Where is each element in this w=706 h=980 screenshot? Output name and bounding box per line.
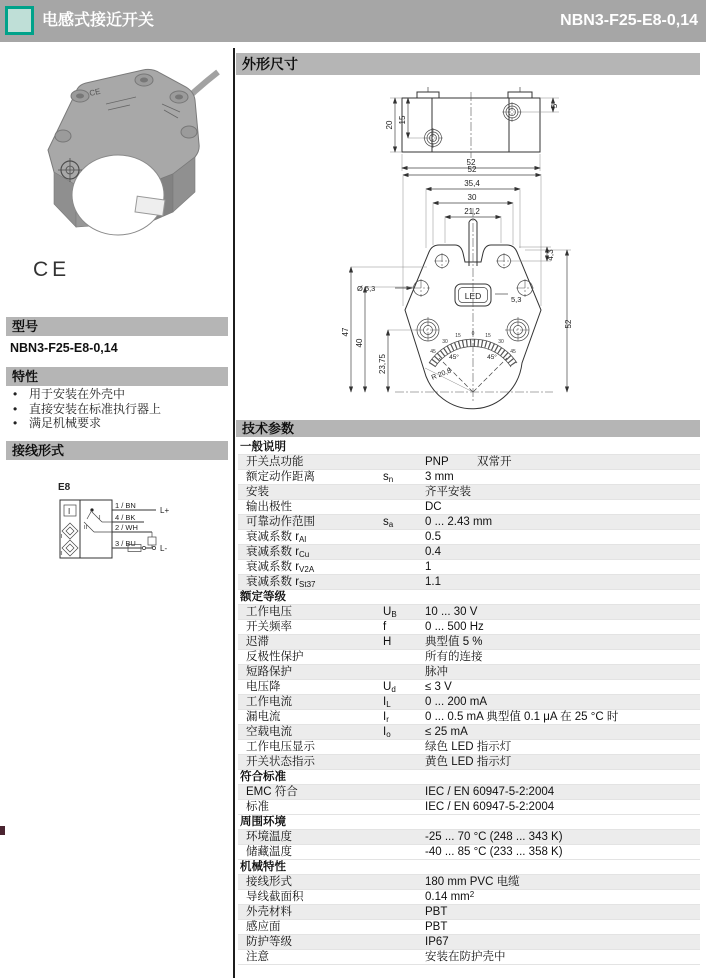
spec-value: 0 ... 500 Hz bbox=[425, 621, 484, 633]
terminal-l-plus: L+ bbox=[160, 506, 170, 515]
spec-value: PBT bbox=[425, 921, 448, 933]
spec-label: 额定动作距离 bbox=[246, 471, 315, 483]
section-heading-connection: 接线形式 bbox=[6, 441, 228, 460]
section-heading-dimensions: 外形尺寸 bbox=[236, 53, 700, 75]
wire-4-bk: 4 / BK bbox=[115, 513, 136, 522]
spec-label: 储藏温度 bbox=[246, 846, 292, 858]
spec-value: PBT bbox=[425, 906, 448, 918]
dimension-drawing bbox=[245, 80, 700, 415]
front-view-dimensions-top bbox=[403, 165, 541, 306]
svg-text:15: 15 bbox=[485, 333, 491, 339]
spec-value: PNP bbox=[425, 456, 449, 468]
spec-label: 环境温度 bbox=[246, 831, 292, 843]
front-view-dimensions-side bbox=[341, 247, 573, 392]
spec-value-secondary: 双常开 bbox=[477, 456, 512, 468]
spec-label: 工作电压 bbox=[246, 606, 292, 618]
spec-row bbox=[238, 905, 700, 920]
spec-label: 衰减系数 $r_{V2A}$ bbox=[246, 561, 315, 574]
spec-row bbox=[238, 515, 700, 530]
dim-dia-5-3: Ø 5,3 bbox=[357, 284, 376, 293]
spec-value: IEC / EN 60947-5-2:2004 bbox=[425, 786, 555, 798]
dim-35-4: 35,4 bbox=[464, 179, 480, 188]
spec-symbol: $I_L$ bbox=[383, 696, 391, 709]
feature-item: • 用于安装在外壳中 bbox=[10, 388, 225, 401]
spec-label: 接线形式 bbox=[246, 876, 292, 888]
ce-mark: CE bbox=[33, 258, 71, 281]
spec-row bbox=[238, 605, 700, 620]
spec-row bbox=[238, 950, 700, 965]
features-list bbox=[10, 388, 225, 432]
angle-45-left: 45° bbox=[449, 354, 459, 361]
dim-21-2: 21,2 bbox=[464, 207, 480, 216]
coil-symbol-2 bbox=[59, 540, 78, 557]
spec-row bbox=[238, 455, 700, 470]
radius-label: R 20,8 bbox=[430, 367, 453, 382]
wire-1-bn: 1 / BN bbox=[115, 501, 136, 510]
spec-label: 短路保护 bbox=[246, 666, 292, 678]
product-photo bbox=[18, 52, 223, 267]
switch-1-label: I bbox=[99, 515, 101, 521]
spec-row bbox=[238, 530, 700, 545]
spec-label: 外壳材料 bbox=[246, 906, 292, 918]
spec-row bbox=[238, 740, 700, 755]
spec-row bbox=[238, 560, 700, 575]
spec-section-title: 一般说明 bbox=[238, 440, 700, 455]
top-header-bar bbox=[0, 0, 706, 42]
spec-row bbox=[238, 830, 700, 845]
dim-47: 47 bbox=[341, 327, 350, 337]
core-1-label: I bbox=[60, 534, 63, 540]
svg-text:30: 30 bbox=[442, 339, 448, 345]
spec-section-title: 符合标准 bbox=[238, 770, 700, 785]
spec-label: 漏电流 bbox=[246, 711, 281, 723]
spec-label: 标准 bbox=[246, 801, 269, 813]
spec-value: 典型值 5 % bbox=[425, 636, 483, 648]
dim-5-3: 5,3 bbox=[511, 295, 522, 304]
spec-row bbox=[238, 545, 700, 560]
spec-label: 可靠动作范围 bbox=[246, 516, 315, 528]
terminal-l-minus: L- bbox=[160, 544, 168, 553]
spec-value: IP67 bbox=[425, 936, 449, 948]
wire-2-wh: 2 / WH bbox=[115, 523, 138, 532]
angle-45-right: 45° bbox=[487, 354, 497, 361]
spec-row bbox=[238, 890, 700, 905]
diagram-label: E8 bbox=[58, 482, 71, 493]
spec-value: ≤ 25 mA bbox=[425, 726, 468, 738]
spec-symbol: $U_B$ bbox=[383, 606, 397, 619]
spec-label: 衰减系数 $r_{Cu}$ bbox=[246, 546, 310, 559]
spec-row bbox=[238, 845, 700, 860]
spec-row bbox=[238, 725, 700, 740]
product-u-cutout bbox=[72, 155, 164, 235]
dim-52-right: 52 bbox=[564, 319, 573, 329]
spec-value: 180 mm PVC 电缆 bbox=[425, 876, 520, 888]
spec-value: 0 ... 0.5 mA 典型值 0.1 μA 在 25 °C 时 bbox=[425, 711, 619, 723]
spec-label: 输出极性 bbox=[246, 501, 292, 513]
part-number: NBN3-F25-E8-0,14 bbox=[560, 12, 698, 29]
spec-label: 衰减系数 $r_{Al}$ bbox=[246, 531, 307, 544]
spec-section-title: 机械特性 bbox=[238, 860, 700, 875]
spec-section-title: 额定等级 bbox=[238, 590, 700, 605]
spec-symbol: f bbox=[383, 621, 387, 633]
spec-value: 10 ... 30 V bbox=[425, 606, 478, 618]
spec-value: 安装在防护壳中 bbox=[425, 951, 506, 963]
spec-value: 齐平安装 bbox=[425, 486, 471, 498]
spec-label: EMC 符合 bbox=[246, 786, 298, 798]
spec-symbol: $I_r$ bbox=[383, 711, 389, 724]
dim-5: 5 bbox=[550, 103, 559, 109]
core-top-label: I bbox=[68, 507, 71, 516]
svg-text:CE: CE bbox=[88, 86, 102, 98]
spec-value: 脉冲 bbox=[425, 666, 448, 678]
section-heading-specs: 技术参数 bbox=[236, 420, 700, 437]
specs-table bbox=[238, 440, 700, 965]
spec-value: 3 mm bbox=[425, 471, 454, 483]
spec-row bbox=[238, 710, 700, 725]
product-label bbox=[135, 196, 165, 216]
spec-label: 工作电流 bbox=[246, 696, 292, 708]
front-view bbox=[357, 208, 553, 409]
spec-value: 0 ... 2.43 mm bbox=[425, 516, 493, 528]
dim-52-side: 52 bbox=[466, 158, 476, 167]
spec-label: 安装 bbox=[246, 486, 269, 498]
spec-value: 黄色 LED 指示灯 bbox=[425, 756, 512, 768]
svg-text:45: 45 bbox=[430, 349, 436, 355]
brand-icon bbox=[5, 6, 34, 35]
spec-row bbox=[238, 470, 700, 485]
spec-label: 注意 bbox=[246, 951, 269, 963]
spec-value: 绿色 LED 指示灯 bbox=[425, 741, 512, 753]
dim-40: 40 bbox=[355, 338, 364, 348]
spec-label: 防护等级 bbox=[246, 936, 292, 948]
spec-value: 0.5 bbox=[425, 531, 441, 543]
wiring-diagram-e8 bbox=[40, 474, 210, 574]
resistor-symbol bbox=[148, 537, 156, 545]
spec-row bbox=[238, 695, 700, 710]
spec-section-title: 周围环境 bbox=[238, 815, 700, 830]
feature-item: • 直接安装在标准执行器上 bbox=[10, 403, 225, 416]
wire-3-bu: 3 / BU bbox=[115, 539, 136, 548]
spec-label: 迟滞 bbox=[246, 636, 269, 648]
svg-text:0: 0 bbox=[471, 331, 475, 337]
core-2-label: II bbox=[59, 551, 63, 557]
spec-value: -25 ... 70 °C (248 ... 343 K) bbox=[425, 831, 563, 843]
svg-text:15: 15 bbox=[455, 333, 461, 339]
spec-label: 感应面 bbox=[246, 921, 281, 933]
spec-value: 1.1 bbox=[425, 576, 441, 588]
spec-label: 开关点功能 bbox=[246, 456, 304, 468]
spec-row bbox=[238, 785, 700, 800]
spec-value: 0 ... 200 mA bbox=[425, 696, 488, 708]
side-view bbox=[385, 87, 559, 171]
dim-15: 15 bbox=[398, 115, 407, 125]
page-title: 电感式接近开关 bbox=[42, 12, 155, 29]
dim-20: 20 bbox=[385, 120, 394, 130]
spec-label: 导线截面积 bbox=[246, 891, 304, 903]
binding-mark bbox=[0, 826, 5, 835]
dim-4-3: 4,3 bbox=[546, 249, 555, 261]
spec-value: -40 ... 85 °C (233 ... 358 K) bbox=[425, 846, 563, 858]
led-label: LED bbox=[464, 291, 482, 301]
spec-row bbox=[238, 575, 700, 590]
spec-label: 反极性保护 bbox=[246, 651, 304, 663]
model-number: NBN3-F25-E8-0,14 bbox=[10, 341, 118, 355]
spec-symbol: $s_n$ bbox=[383, 471, 394, 484]
spec-row bbox=[238, 665, 700, 680]
spec-symbol: $U_d$ bbox=[383, 681, 396, 694]
spec-value: 所有的连接 bbox=[425, 651, 483, 663]
spec-row bbox=[238, 935, 700, 950]
spec-row bbox=[238, 680, 700, 695]
spec-row bbox=[238, 620, 700, 635]
spec-symbol: $I_o$ bbox=[383, 726, 391, 739]
spec-row bbox=[238, 875, 700, 890]
spec-row bbox=[238, 650, 700, 665]
spec-label: 衰减系数 $r_{St37}$ bbox=[246, 576, 316, 589]
spec-row bbox=[238, 635, 700, 650]
spec-value: 1 bbox=[425, 561, 432, 573]
dim-23-75: 23,75 bbox=[378, 353, 387, 375]
spec-value: 0.14 $mm^2$ bbox=[425, 890, 475, 903]
svg-text:30: 30 bbox=[498, 339, 504, 345]
spec-value: 0.4 bbox=[425, 546, 441, 558]
dim-30: 30 bbox=[467, 193, 477, 202]
spec-label: 开关频率 bbox=[246, 621, 292, 633]
section-heading-model: 型号 bbox=[6, 317, 228, 336]
spec-row bbox=[238, 920, 700, 935]
spec-label: 空载电流 bbox=[246, 726, 292, 738]
spec-row bbox=[238, 800, 700, 815]
svg-text:45: 45 bbox=[510, 349, 516, 355]
feature-item: • 满足机械要求 bbox=[10, 417, 225, 430]
spec-value: DC bbox=[425, 501, 442, 513]
spec-row bbox=[238, 755, 700, 770]
spec-symbol: H bbox=[383, 636, 392, 648]
section-heading-features: 特性 bbox=[6, 367, 228, 386]
spec-label: 电压降 bbox=[246, 681, 281, 693]
spec-symbol: $s_a$ bbox=[383, 516, 394, 529]
spec-label: 工作电压显示 bbox=[246, 741, 315, 753]
spec-value: ≤ 3 V bbox=[425, 681, 452, 693]
spec-row bbox=[238, 485, 700, 500]
spec-label: 开关状态指示 bbox=[246, 756, 315, 768]
dim-52-front: 52 bbox=[467, 165, 477, 174]
spec-value: IEC / EN 60947-5-2:2004 bbox=[425, 801, 555, 813]
switch-2-label: II bbox=[84, 525, 88, 531]
coil-symbol-1 bbox=[62, 523, 78, 539]
column-divider bbox=[233, 48, 235, 978]
spec-row bbox=[238, 500, 700, 515]
